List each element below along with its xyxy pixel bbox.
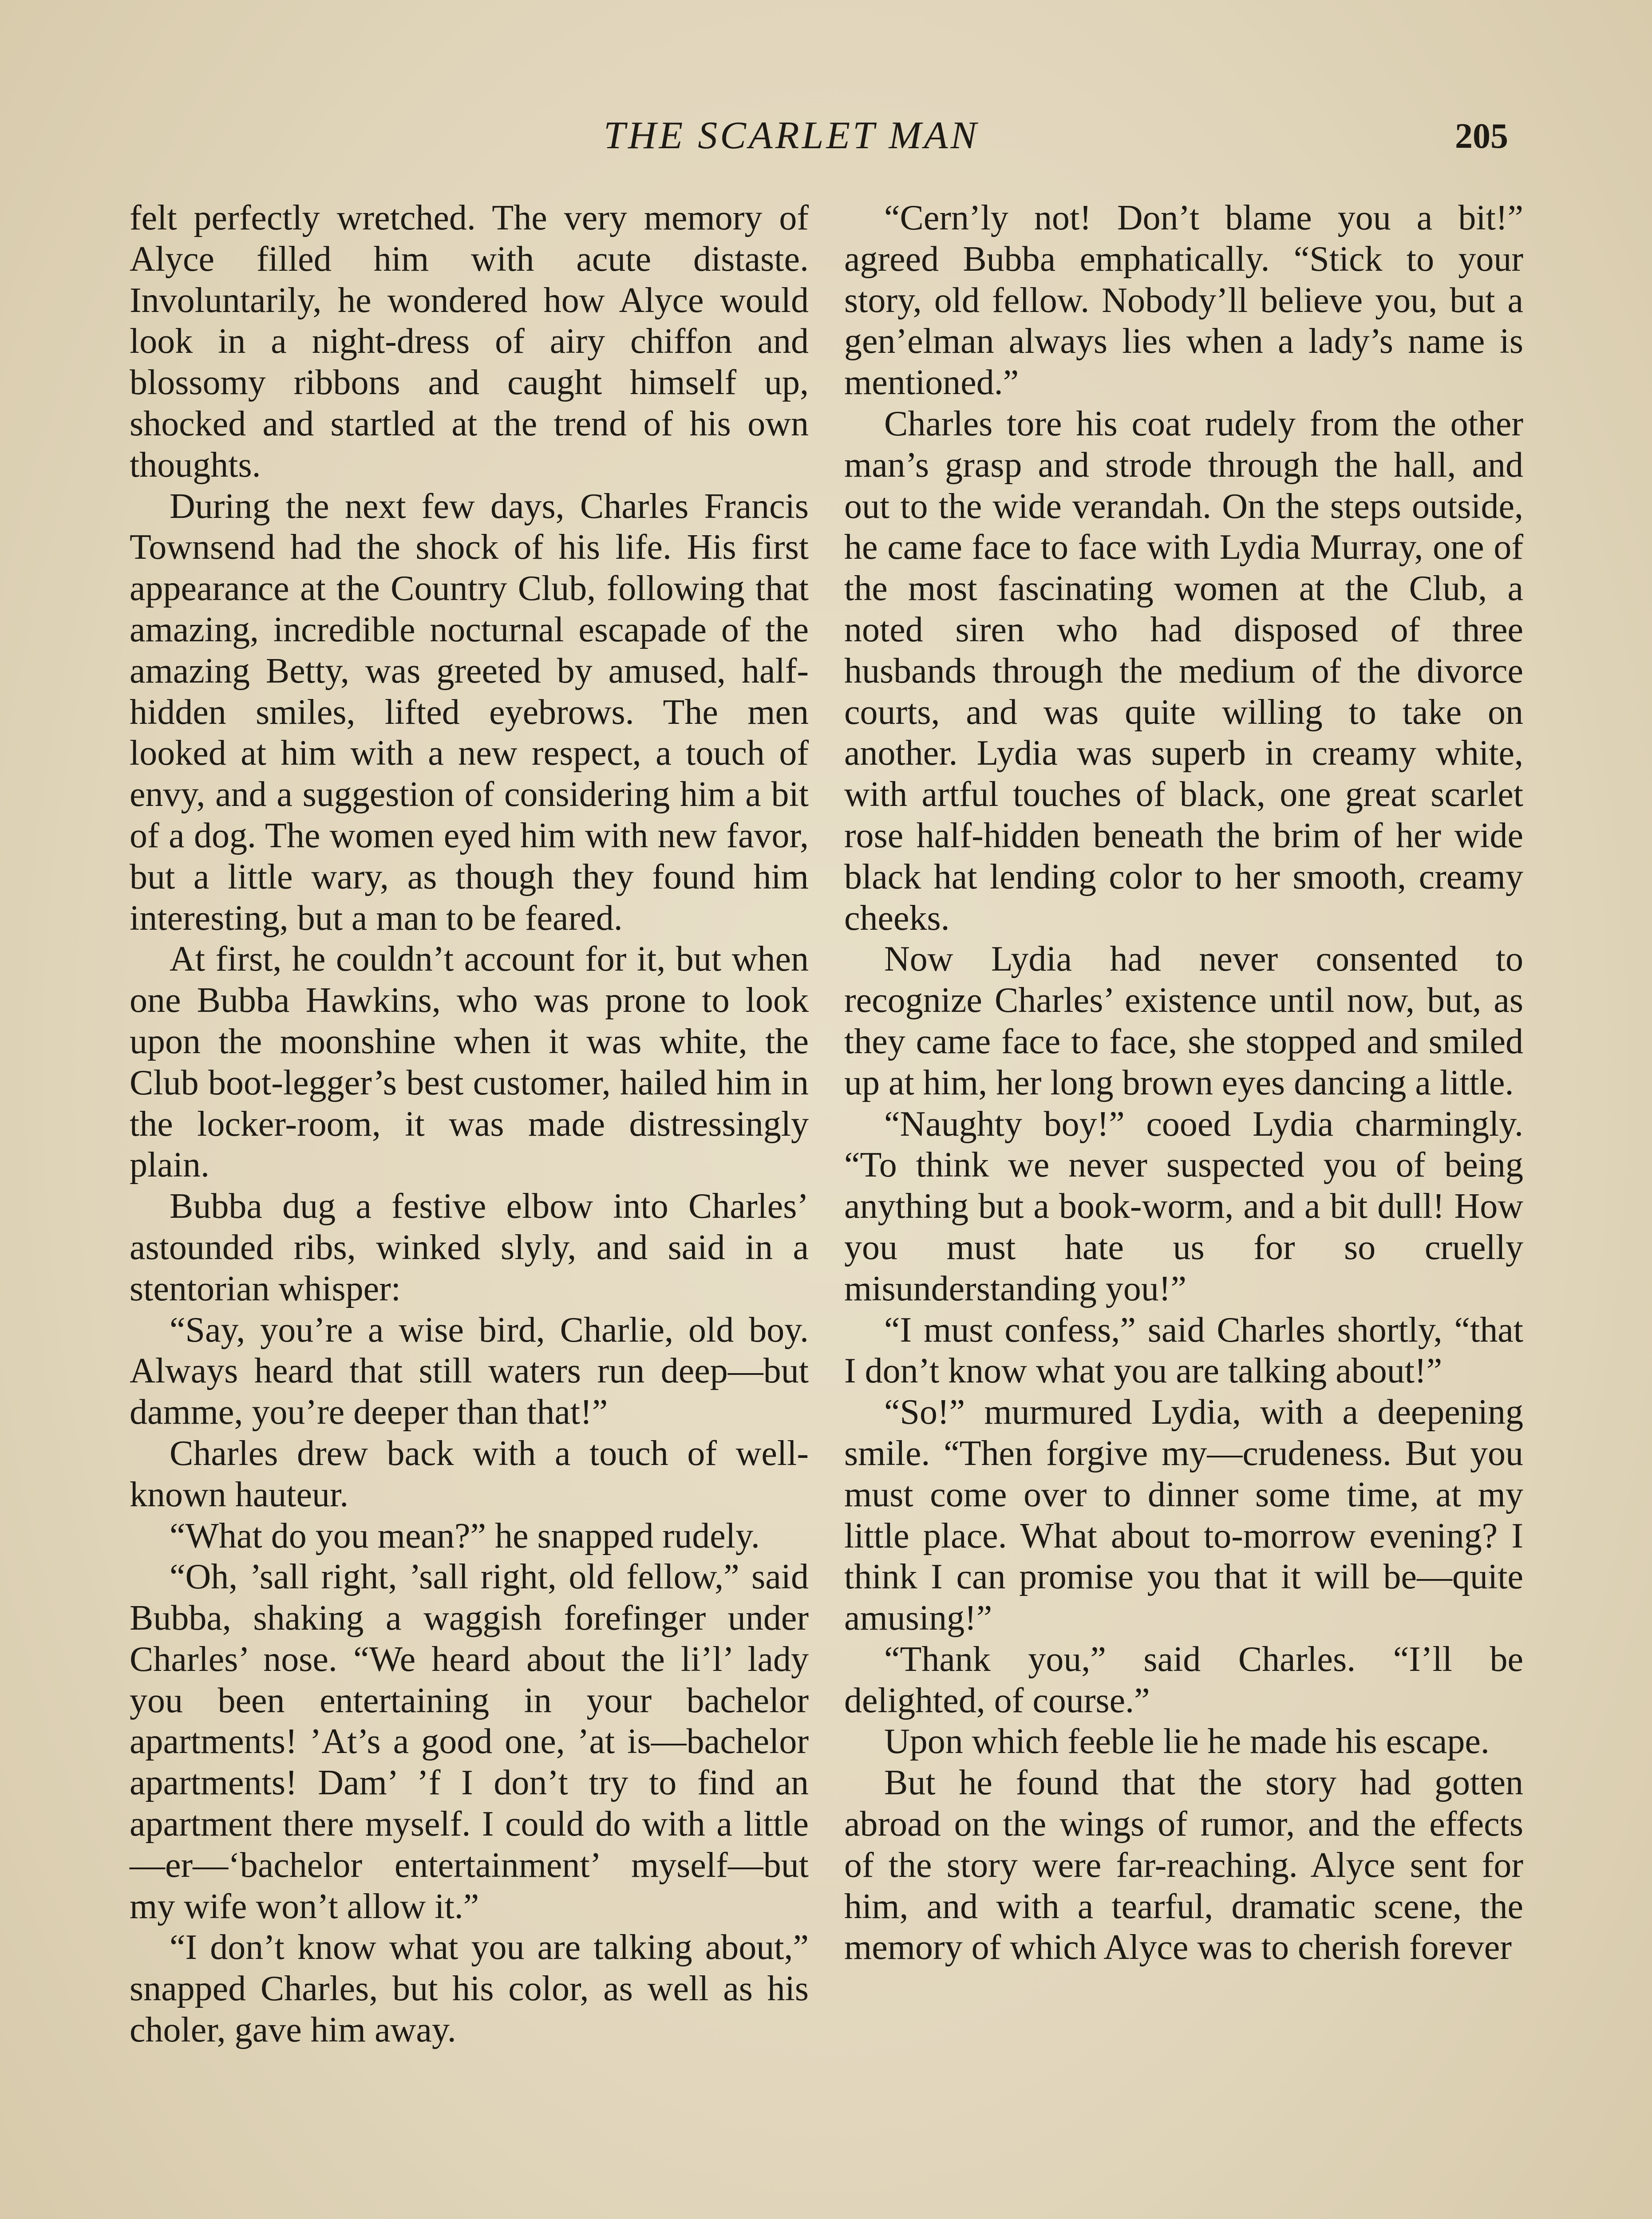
paragraph: At first, he couldn’t account for it, but when one Bubba Hawkins, who was prone to look upon the moonshine when it was white, the Club boot-legger’s best customer, hailed him in the locker-room, it was made distressingly plain.	[130, 940, 809, 1185]
paragraph: “Cern’ly not! Don’t blame you a bit!” agreed Bubba emphatically. “Stick to your story, old fellow. Nobody’ll believe you, but a gen’elman always lies when a lady’s name is mentioned.”	[844, 198, 1523, 403]
paragraph: “Oh, ’sall right, ’sall right, old fellow,” said Bubba, shaking a waggish forefinger under Charles’ nose. “We heard about the li’l’ lady you been entertaining in your bachelor apartments! ’At’s a good one, ’at is—bachelor apartments! Dam’ ’f I don’t try to find an apartment there myself. I could do with a little—er—‘bachelor entertainment’ myself—but my wife won’t allow it.”	[130, 1557, 809, 1926]
paragraph: felt perfectly wretched. The very memory of Alyce filled him with acute distaste. Involuntarily, he wondered how Alyce would look in a night-dress of airy chiffon and blossomy ribbons and caught himself up, shocked and startled at the trend of his own thoughts.	[130, 198, 809, 485]
paragraph: “I must confess,” said Charles shortly, “that I don’t know what you are talking about!”	[844, 1310, 1523, 1391]
paragraph: “Naughty boy!” cooed Lydia charmingly. “To think we never suspected you of being anything but a book-worm, and a bit dull! How you must hate us for so cruelly misunderstanding you!”	[844, 1104, 1523, 1308]
paragraph: “I don’t know what you are talking about,” snapped Charles, but his color, as well as his choler, gave him away.	[130, 1928, 809, 2050]
paragraph: “Say, you’re a wise bird, Charlie, old boy. Always heard that still waters run deep—but damme, you’re deeper than that!”	[130, 1310, 809, 1432]
paragraph: Bubba dug a festive elbow into Charles’ astounded ribs, winked slyly, and said in a stentorian whisper:	[130, 1187, 809, 1308]
page-number: 205	[1455, 117, 1508, 156]
paragraph: Now Lydia had never consented to recognize Charles’ existence until now, but, as they came face to face, she stopped and smiled up at him, her long brown eyes dancing a little.	[844, 940, 1523, 1102]
paragraph: “So!” murmured Lydia, with a deepening smile. “Then forgive my—crudeness. But you must come over to dinner some time, at my little place. What about to-morrow evening? I think I can promise you that it will be—quite amusing!”	[844, 1393, 1523, 1638]
paragraph: Charles tore his coat rudely from the other man’s grasp and strode through the hall, and out to the wide verandah. On the steps outside, he came face to face with Lydia Murray, one of the most fascinating women at the Club, a noted siren who had disposed of three husbands through the medium of the divorce courts, and was quite willing to take on another. Lydia was superb in creamy white, with artful touches of black, one great scarlet rose half-hidden beneath the brim of her wide black hat lending color to her smooth, creamy cheeks.	[844, 404, 1523, 938]
paragraph: “What do you mean?” he snapped rudely.	[170, 1516, 760, 1556]
paragraph: But he found that the story had gotten abroad on the wings of rumor, and the effects of the story were far-reaching. Alyce sent for him, and with a tearful, dramatic scene, the memory of which Alyce was to cherish forever	[844, 1763, 1523, 1967]
paragraph: Charles drew back with a touch of well-known hauteur.	[130, 1433, 809, 1514]
paragraph: “Thank you,” said Charles. “I’ll be delighted, of course.”	[844, 1639, 1523, 1720]
paragraph: Upon which feeble lie he made his escape.	[884, 1722, 1490, 1761]
paragraph: During the next few days, Charles Francis Townsend had the shock of his life. His first appearance at the Country Club, following that amazing, incredible nocturnal escapade of the amazing Betty, was greeted by amused, half-hidden smiles, lifted eyebrows. The men looked at him with a new respect, a touch of envy, and a suggestion of considering him a bit of a dog. The women eyed him with new favor, but a little wary, as though they found him interesting, but a man to be feared.	[130, 486, 809, 938]
right-column	[844, 197, 1523, 1968]
left-column	[130, 197, 809, 2051]
running-title: THE SCARLET MAN	[604, 114, 980, 157]
